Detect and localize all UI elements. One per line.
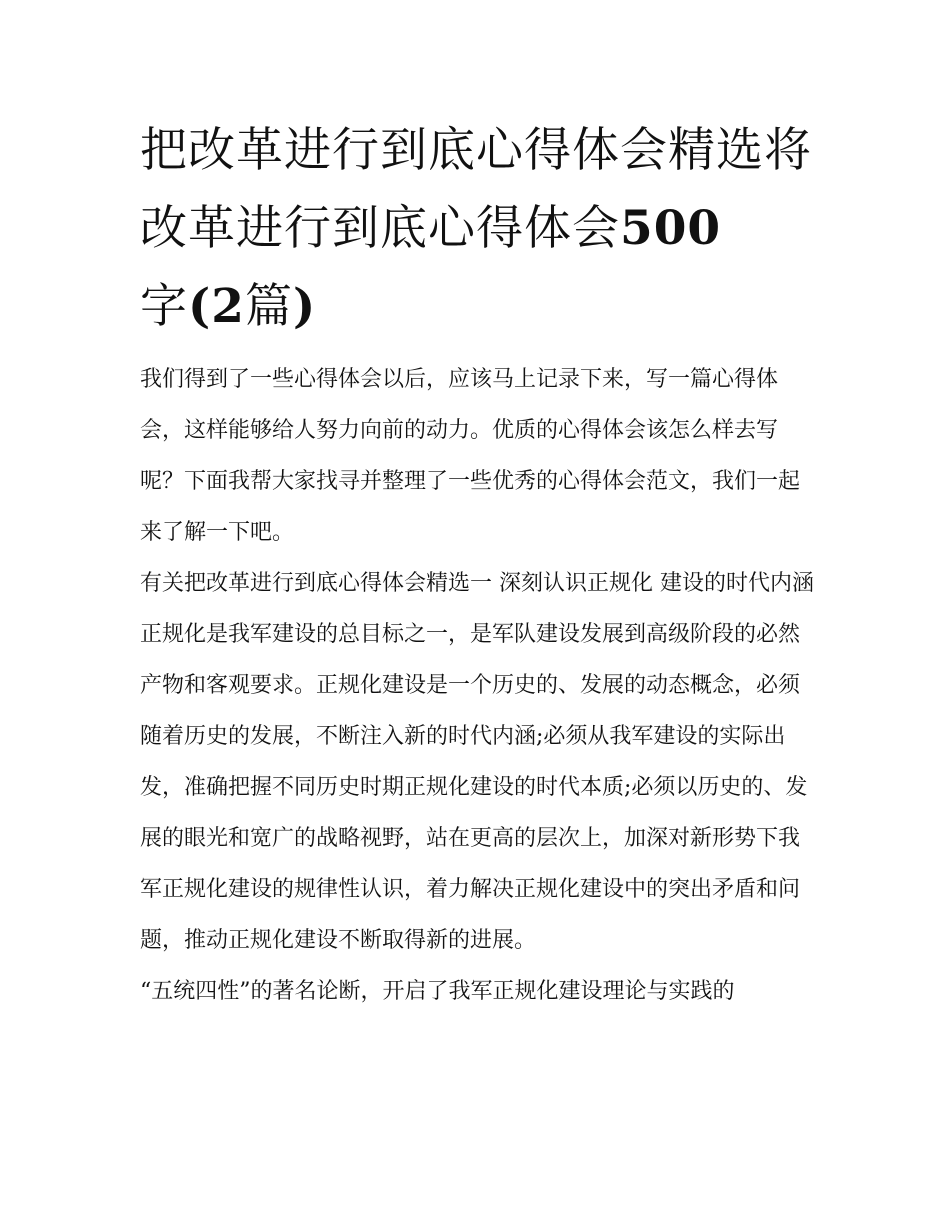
paragraph-intro: 我们得到了一些心得体会以后，应该马上记录下来，写一篇心得体会，这样能够给人努力向前的动力。优质的心得体会该怎么样去写呢？下面我帮大家找寻并整理了一些优秀的心得体会范文，我们一起来了解一下吧。 [140,367,801,545]
document-body [140,354,820,1017]
title-close-paren: ) [292,279,317,334]
document-title [140,112,820,346]
title-text-2: 字 [140,279,188,334]
paragraph-main: 正规化是我军建设的总目标之一，是军队建设发展到高级阶段的必然产物和客观要求。正规化建设是一个历史的、发展的动态概念，必须随着历史的发展，不断注入新的时代内涵;必须从我军建设的实际出发，准确把握不同历史时期正规化建设的时代本质;必须以历史的、发展的眼光和宽广的战略视野，站在更高的层次上，加深对新形势下我军正规化建设的规律性认识，着力解决正规化建设中的突出矛盾和问题，推动正规化建设不断取得新的进展。 [140,622,808,953]
title-number-500: 500 [620,201,722,256]
title-number-2: (2 [188,279,245,334]
paragraph-continued: “五统四性”的著名论断，开启了我军正规化建设理论与实践的 [140,979,735,1004]
title-text-1: 把改革进行到底心得体会精选将改革进行到底心得体会 [140,123,812,256]
paragraph-heading: 有关把改革进行到底心得体会精选一 深刻认识正规化 建设的时代内涵 [140,571,814,596]
title-text-3: 篇 [244,279,293,334]
